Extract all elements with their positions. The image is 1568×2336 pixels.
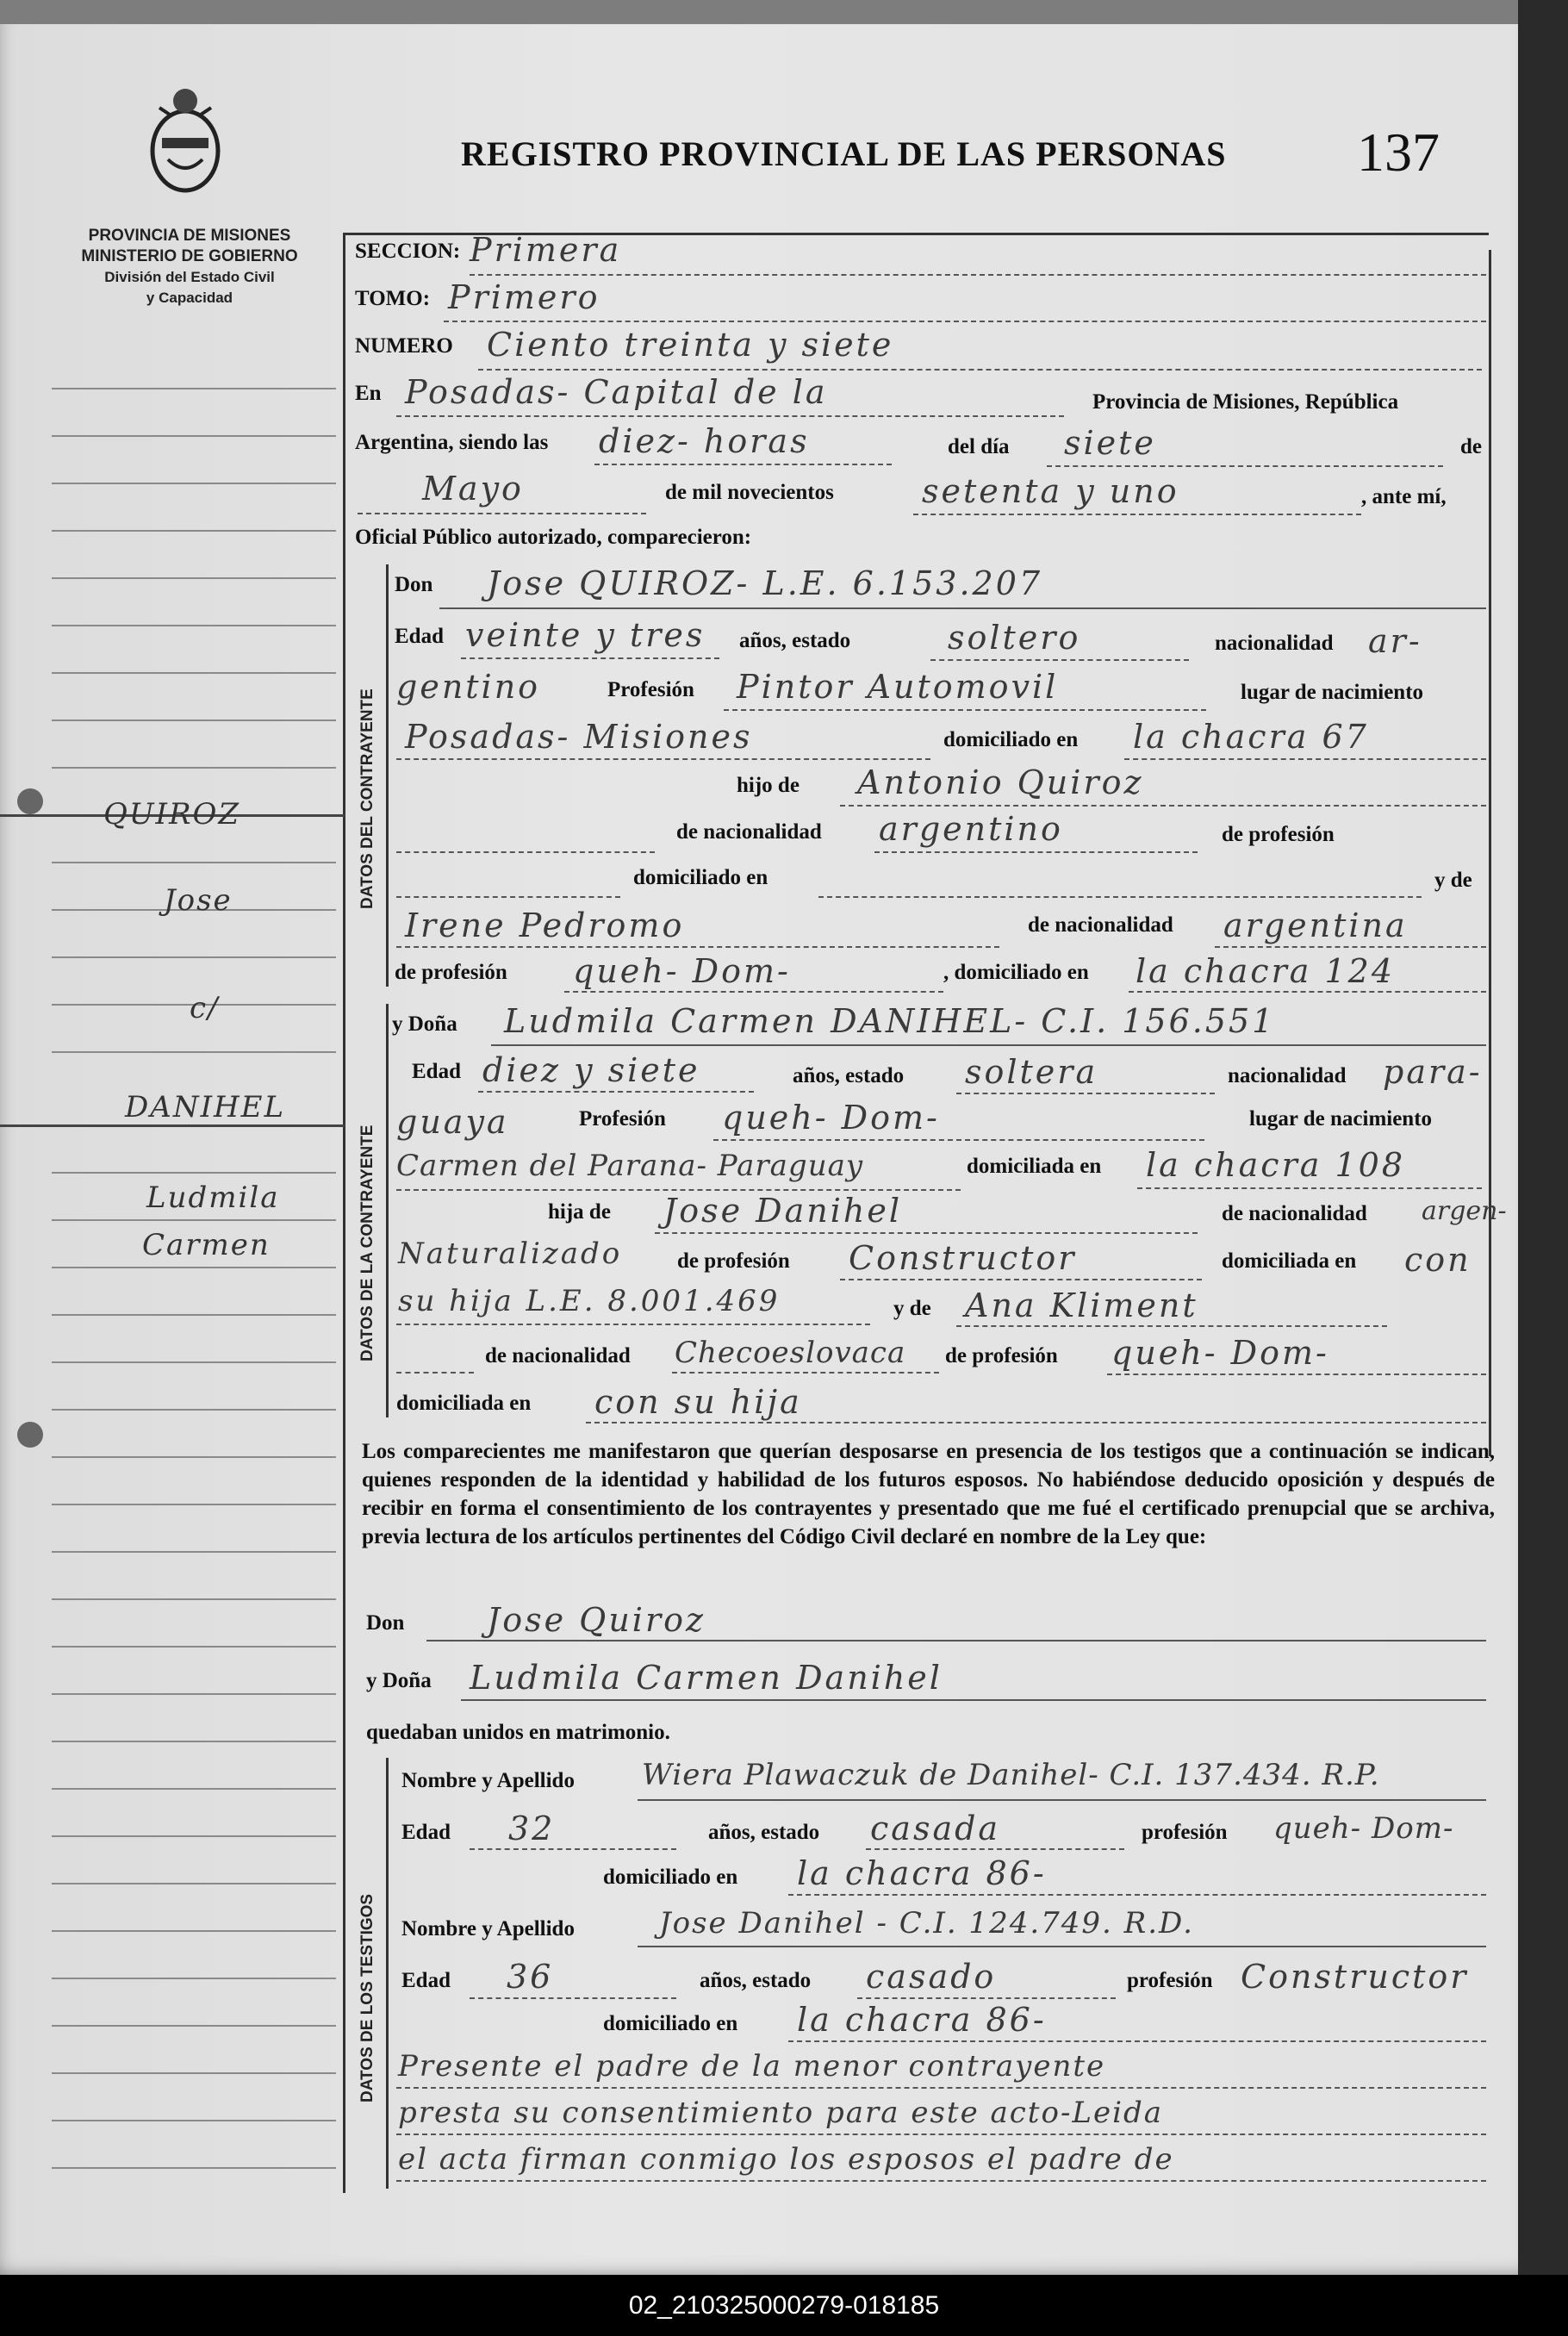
ministry-line-1: PROVINCIA DE MISIONES xyxy=(88,227,291,245)
madre-value: Irene Pedromo xyxy=(405,906,685,944)
contrayenta-section-label: DATOS DE LA CONTRAYENTE xyxy=(358,1124,376,1361)
dia-value: siete xyxy=(1064,424,1156,462)
t1-dom-value: la chacra 86- xyxy=(797,1854,1047,1892)
margin-rule xyxy=(52,2072,336,2074)
domicilio-label: domiciliado en xyxy=(943,728,1079,751)
en-label: En xyxy=(355,382,382,405)
t2-anos-label: años, estado xyxy=(700,1969,812,1992)
margin-rule xyxy=(52,1598,336,1600)
margin-name-2a: Ludmila xyxy=(146,1180,280,1215)
ministry-line-3: División del Estado Civil xyxy=(104,269,275,285)
image-id-footer: 02_210325000279-018185 xyxy=(0,2275,1568,2336)
padre-value-2: Jose Danihel xyxy=(663,1192,903,1230)
hija-label: hija de xyxy=(548,1200,611,1224)
fill-line xyxy=(788,1894,1486,1896)
margin-rule xyxy=(52,956,336,958)
fill-line xyxy=(396,1189,961,1191)
document-title: REGISTRO PROVINCIAL DE LAS PERSONAS xyxy=(461,134,1227,173)
margin-rule xyxy=(0,1124,345,1127)
t2-prof-label: profesión xyxy=(1127,1969,1213,1992)
ministry-header xyxy=(43,226,336,308)
margin-rule xyxy=(52,435,336,437)
fill-line xyxy=(439,607,1486,609)
contrayente-section-label: DATOS DEL CONTRAYENTE xyxy=(358,688,376,909)
fill-line xyxy=(396,946,999,948)
margin-rule xyxy=(52,1551,336,1553)
y-de-label: y de xyxy=(1434,869,1472,892)
ministry-line-2: MINISTERIO DE GOBIERNO xyxy=(81,247,298,265)
final-don-value: Jose Quiroz xyxy=(487,1601,706,1639)
madre-nac-value: argentina xyxy=(1223,906,1408,944)
fill-line xyxy=(426,1640,1486,1641)
fill-line xyxy=(470,274,1486,276)
domicilio-label-2: domiciliada en xyxy=(967,1155,1102,1178)
fill-line xyxy=(491,1044,1486,1046)
margin-rule xyxy=(52,530,336,532)
coat-of-arms-icon xyxy=(138,82,233,202)
fill-line xyxy=(638,1946,1486,1947)
fill-line xyxy=(396,2087,1486,2089)
margin-rule xyxy=(52,1314,336,1316)
fill-line xyxy=(840,1279,1202,1280)
hijo-label: hijo de xyxy=(737,774,800,797)
fill-line xyxy=(478,369,1482,371)
madre-dom-label: , domiciliado en xyxy=(943,961,1089,984)
nac-value-2b: guaya xyxy=(396,1103,509,1141)
padre-prof-label-2: de profesión xyxy=(677,1249,790,1273)
testigos-bracket xyxy=(386,1758,389,2189)
margin-rule xyxy=(52,1409,336,1411)
fill-line xyxy=(396,1372,474,1374)
fill-line xyxy=(956,1325,1387,1327)
t1-prof-value: queh- Dom- xyxy=(1273,1811,1454,1846)
dona-label: y Doña xyxy=(392,1012,457,1036)
binding-hole xyxy=(17,1422,43,1448)
nac-label-2: nacionalidad xyxy=(1228,1064,1347,1087)
fill-line xyxy=(396,2180,1486,2182)
fill-line xyxy=(396,758,930,760)
tomo-label: TOMO: xyxy=(355,287,431,310)
nota-line-1: Presente el padre de la menor contrayente xyxy=(398,2049,1106,2084)
contrayente-bracket xyxy=(386,564,389,987)
nac-value-1: ar- xyxy=(1368,622,1422,660)
madre-dom-value: la chacra 124 xyxy=(1136,952,1396,990)
t1-estado-value: casada xyxy=(870,1810,1001,1847)
nac-value-2: gentino xyxy=(396,668,541,706)
declaration-text: Los comparecientes me manifestaron que querían desposarse en presencia de los testigos que a continuación se indican, quienes responden de la identidad y habilidad de los futuros esposos. No habiéndose deducido oposición y después de recibir en forma el consentimiento de los contrayentes y presentado que me fué el certificado prenupcial que se archiva, previa lectura de los artículos pertinentes del Código Civil declaré en nombre de la Ley que: xyxy=(362,1440,1495,1548)
margin-rule xyxy=(52,625,336,626)
margin-rule xyxy=(52,2167,336,2169)
fill-line xyxy=(1047,465,1443,467)
margin-rule xyxy=(52,483,336,484)
fill-line xyxy=(724,709,1206,711)
padre-nac-label: de nacionalidad xyxy=(676,820,822,844)
t2-estado-value: casado xyxy=(866,1958,997,1996)
fill-line xyxy=(866,1848,1124,1850)
ante-label: , ante mí, xyxy=(1361,485,1447,508)
fill-line xyxy=(461,1699,1486,1701)
madre-prof-label: de profesión xyxy=(395,961,507,984)
anio-value: setenta y uno xyxy=(922,472,1179,510)
lugar-value-2: Carmen del Parana- Paraguay xyxy=(396,1149,864,1183)
profesion-label: Profesión xyxy=(607,678,694,701)
fill-line xyxy=(564,991,943,993)
nota-line-3: el acta firman conmigo los esposos el padre de xyxy=(398,2142,1174,2177)
fill-line xyxy=(586,1422,1486,1423)
fill-line xyxy=(874,851,1198,853)
madre-dom-value-2: con su hija xyxy=(594,1383,802,1421)
fill-line xyxy=(1129,991,1486,993)
margin-rule xyxy=(52,2025,336,2027)
padre-dom-label-2: domiciliada en xyxy=(1222,1249,1357,1273)
fill-line xyxy=(713,1139,1204,1141)
fill-line xyxy=(840,805,1486,807)
madre-prof-value: queh- Dom- xyxy=(573,952,791,990)
margin-surname-2: DANIHEL xyxy=(125,1090,286,1124)
margin-rule xyxy=(52,388,336,389)
fill-line xyxy=(1137,1187,1482,1189)
anos-label-2: años, estado xyxy=(793,1064,905,1087)
profesion-label-2: Profesión xyxy=(579,1107,666,1131)
binding-hole xyxy=(17,788,43,814)
frame-left-border xyxy=(343,233,345,2193)
t2-nombre-value: Jose Danihel - C.I. 124.749. R.D. xyxy=(659,1906,1194,1940)
fill-line xyxy=(857,1997,1116,1999)
t2-dom-label: domiciliado en xyxy=(603,2012,738,2035)
seccion-label: SECCION: xyxy=(355,240,461,263)
margin-rule xyxy=(52,862,336,863)
en-value: Posadas- Capital de la xyxy=(405,373,828,411)
t2-nombre-label: Nombre y Apellido xyxy=(401,1917,575,1940)
fill-line xyxy=(461,657,719,659)
fill-line xyxy=(444,321,1486,322)
madre-nac-label-2: de nacionalidad xyxy=(485,1344,631,1367)
padre-prof-value-2: Constructor xyxy=(849,1239,1077,1277)
edad-value: veinte y tres xyxy=(465,616,706,654)
fill-line xyxy=(956,1093,1215,1094)
margin-rule xyxy=(52,1788,336,1790)
margin-rule xyxy=(52,719,336,721)
final-don-label: Don xyxy=(366,1611,405,1635)
fill-line xyxy=(396,851,655,853)
fill-line xyxy=(478,1091,754,1093)
testigos-section-label: DATOS DE LOS TESTIGOS xyxy=(358,1893,376,2102)
margin-rule xyxy=(52,1267,336,1268)
fill-line xyxy=(470,1997,676,1999)
lugar-value: Posadas- Misiones xyxy=(405,718,753,756)
margin-name-1: Jose xyxy=(164,883,233,918)
margin-rule xyxy=(52,2120,336,2121)
nac-label: nacionalidad xyxy=(1215,632,1334,655)
t1-edad-label: Edad xyxy=(401,1821,451,1844)
mes-value: Mayo xyxy=(422,470,524,508)
margin-rule xyxy=(52,1693,336,1695)
unidos-label: quedaban unidos en matrimonio. xyxy=(366,1721,670,1744)
t2-prof-value: Constructor xyxy=(1241,1958,1469,1996)
edad-label-2: Edad xyxy=(412,1060,461,1083)
fill-line xyxy=(788,2040,1486,2042)
del-dia-label: del día xyxy=(948,435,1010,458)
margin-rule xyxy=(52,1646,336,1648)
margin-rule xyxy=(52,1361,336,1363)
contrayenta-bracket xyxy=(386,1004,389,1417)
frame-right-border xyxy=(1489,250,1491,1456)
profesion-value: Pintor Automovil xyxy=(737,668,1059,706)
fill-line xyxy=(594,464,892,465)
madre-prof-value-2: queh- Dom- xyxy=(1111,1334,1329,1372)
madre-value-2: Ana Kliment xyxy=(965,1286,1198,1324)
padre-nac-value-2: argen- xyxy=(1422,1196,1507,1226)
padre-dom-value-2b: su hija L.E. 8.001.469 xyxy=(398,1284,781,1318)
margin-rule xyxy=(52,1219,336,1221)
fill-line xyxy=(396,896,620,898)
mil-label: de mil novecientos xyxy=(665,481,834,504)
numero-label: NUMERO xyxy=(355,334,453,358)
t1-edad-value: 32 xyxy=(508,1810,556,1847)
t1-anos-label: años, estado xyxy=(708,1821,820,1844)
de-profesion-label: de profesión xyxy=(1222,823,1335,846)
oficial-label: Oficial Público autorizado, comparecieron: xyxy=(355,526,752,549)
margin-conjunction: c/ xyxy=(190,991,220,1025)
ministry-line-4: y Capacidad xyxy=(146,290,233,306)
padre-value: Antonio Quiroz xyxy=(857,763,1144,801)
don-label: Don xyxy=(395,573,433,596)
padre-nac-value-2b: Naturalizado xyxy=(398,1237,623,1271)
page-top-edge xyxy=(0,0,1542,24)
t1-dom-label: domiciliado en xyxy=(603,1866,738,1889)
lugar-label: lugar de nacimiento xyxy=(1241,681,1424,704)
domicilio-value: la chacra 67 xyxy=(1133,718,1369,756)
margin-rule xyxy=(52,1978,336,1979)
fill-line xyxy=(1215,946,1486,948)
margin-rule xyxy=(52,1835,336,1837)
padre-dom-value-2a: con xyxy=(1404,1241,1472,1279)
padre-nac-value: argentino xyxy=(879,810,1063,848)
margin-rule xyxy=(52,1504,336,1505)
fill-line xyxy=(470,1848,676,1850)
t1-prof-label: profesión xyxy=(1142,1821,1228,1844)
fill-line xyxy=(396,415,1064,417)
fill-line xyxy=(358,513,646,514)
margin-name-2b: Carmen xyxy=(142,1228,271,1262)
madre-prof-label-2: de profesión xyxy=(945,1344,1058,1367)
margin-rule xyxy=(52,767,336,769)
margin-surname-1: QUIROZ xyxy=(103,797,241,832)
fill-line xyxy=(930,659,1189,661)
fill-line xyxy=(396,1324,870,1325)
don-value: Jose QUIROZ- L.E. 6.153.207 xyxy=(487,564,1043,602)
estado-value: soltero xyxy=(948,619,1081,657)
fill-line xyxy=(913,514,1361,515)
nota-line-2: presta su consentimiento para este acto-Leida xyxy=(398,2096,1164,2130)
page-right-edge xyxy=(1518,0,1568,2336)
final-dona-value: Ludmila Carmen Danihel xyxy=(470,1659,943,1697)
dona-value: Ludmila Carmen DANIHEL- C.I. 156.551 xyxy=(504,1002,1276,1040)
margin-rule xyxy=(52,1051,336,1053)
margin-rule xyxy=(52,672,336,674)
padre-dom-label: domiciliado en xyxy=(633,866,768,889)
final-dona-label: y Doña xyxy=(366,1669,432,1692)
lugar-label-2: lugar de nacimiento xyxy=(1249,1107,1433,1131)
argentina-label: Argentina, siendo las xyxy=(355,431,549,454)
t2-edad-value: 36 xyxy=(507,1958,554,1996)
edad-label: Edad xyxy=(395,625,444,648)
margin-rule xyxy=(52,1741,336,1742)
fill-line xyxy=(655,1232,1198,1234)
margin-rule xyxy=(52,1930,336,1932)
seccion-value: Primera xyxy=(470,231,622,269)
madre-nac-value-2: Checoeslovaca xyxy=(675,1336,906,1370)
t1-nombre-value: Wiera Plawaczuk de Danihel- C.I. 137.434. R.P. xyxy=(642,1758,1380,1792)
anos-label: años, estado xyxy=(739,629,851,652)
horas-value: diez- horas xyxy=(599,422,810,460)
margin-rule xyxy=(52,1172,336,1174)
nac-value-2a: para- xyxy=(1383,1053,1483,1091)
provincia-label: Provincia de Misiones, República xyxy=(1092,390,1399,414)
fill-line xyxy=(638,1799,1486,1801)
fill-line xyxy=(396,2134,1486,2135)
fill-line xyxy=(1124,758,1486,760)
fill-line xyxy=(1107,1374,1486,1375)
t1-nombre-label: Nombre y Apellido xyxy=(401,1769,575,1792)
t2-dom-value: la chacra 86- xyxy=(797,2001,1047,2039)
edad-value-2: diez y siete xyxy=(482,1051,700,1089)
fill-line xyxy=(818,896,1422,898)
estado-value-2: soltera xyxy=(965,1053,1098,1091)
de-label: de xyxy=(1460,435,1482,458)
profesion-value-2: queh- Dom- xyxy=(722,1099,940,1137)
y-de-label-2: y de xyxy=(893,1297,931,1320)
numero-value: Ciento treinta y siete xyxy=(487,326,894,364)
tomo-value: Primero xyxy=(448,278,600,316)
domicilio-value-2: la chacra 108 xyxy=(1146,1146,1406,1184)
margin-rule xyxy=(52,1456,336,1458)
t2-edad-label: Edad xyxy=(401,1969,451,1992)
madre-nac-label: de nacionalidad xyxy=(1028,913,1173,937)
padre-nac-label-2: de nacionalidad xyxy=(1222,1202,1367,1225)
margin-rule xyxy=(52,577,336,579)
madre-dom-label-2: domiciliada en xyxy=(396,1392,532,1415)
fill-line xyxy=(672,1372,939,1374)
page-number: 137 xyxy=(1357,121,1440,183)
margin-rule xyxy=(52,1883,336,1884)
